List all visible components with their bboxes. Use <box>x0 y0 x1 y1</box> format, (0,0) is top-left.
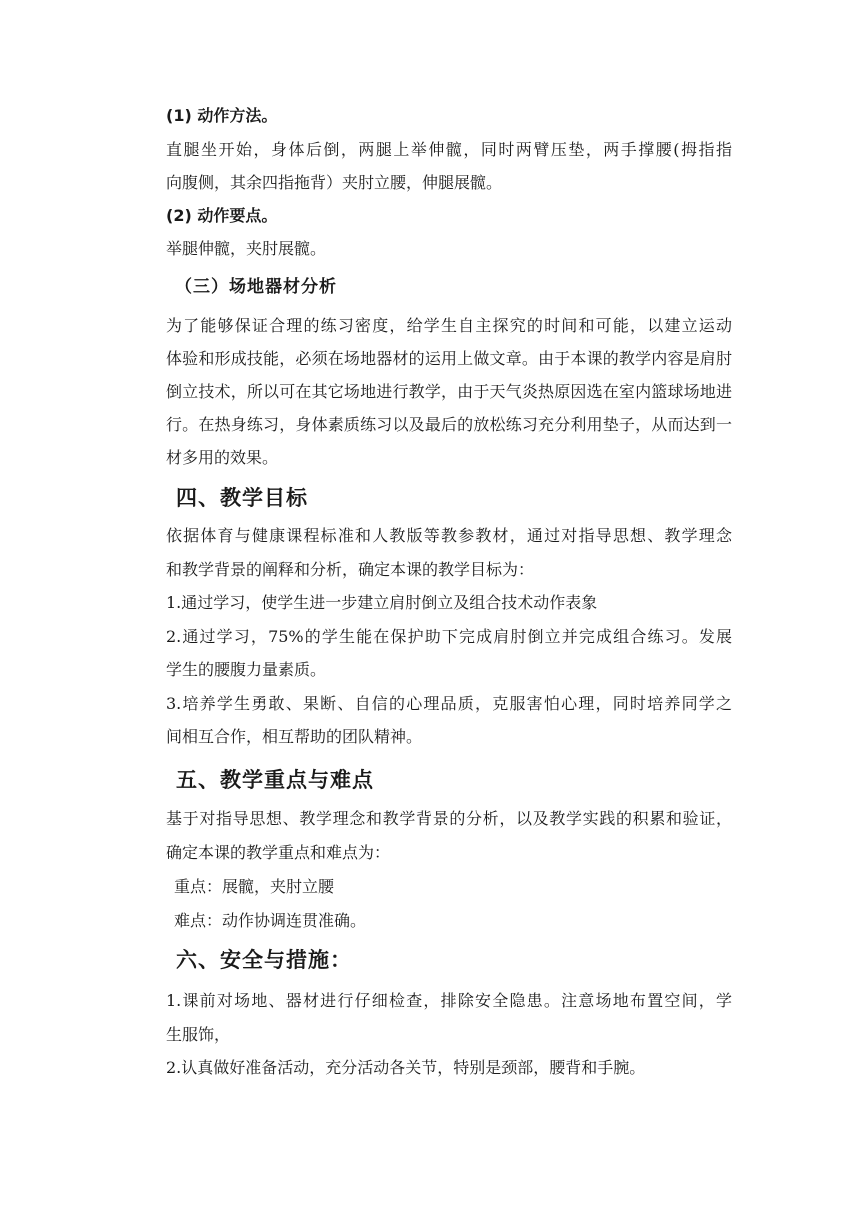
paragraph-line: 倒立技术，所以可在其它场地进行教学，由于天气炎热原因选在室内篮球场地进 <box>166 382 732 401</box>
paragraph-line: 间相互合作，相互帮助的团队精神。 <box>166 727 423 746</box>
paragraph-line: 确定本课的教学重点和难点为： <box>166 843 391 862</box>
section-heading-safety-measures: 六、安全与措施： <box>176 948 352 972</box>
goal-item: 3.培养学生勇敢、果断、自信的心理品质，克服害怕心理，同时培养同学之 <box>166 694 732 713</box>
paragraph-line: 举腿伸髋，夹肘展髋。 <box>166 239 327 258</box>
safety-item: 2.认真做好准备活动，充分活动各关节，特别是颈部，腰背和手腕。 <box>166 1058 646 1077</box>
paragraph-line: 学生的腰腹力量素质。 <box>166 660 327 679</box>
goal-item: 1.通过学习，使学生进一步建立肩肘倒立及组合技术动作表象 <box>166 593 598 612</box>
section-heading-teaching-goals: 四、教学目标 <box>176 486 308 510</box>
subheading-action-keypoints: (2) 动作要点。 <box>166 206 278 225</box>
paragraph-line: 生服饰， <box>166 1025 231 1044</box>
paragraph-line: 为了能够保证合理的练习密度，给学生自主探究的时间和可能，以建立运动 <box>166 316 732 335</box>
section-heading-venue-equipment: （三）场地器材分析 <box>175 277 337 297</box>
key-point: 重点：展髋，夹肘立腰 <box>174 877 335 896</box>
paragraph-line: 基于对指导思想、教学理念和教学背景的分析，以及教学实践的积累和验证， <box>166 809 732 828</box>
paragraph-line: 向腹侧，其余四指拖背）夹肘立腰，伸腿展髋。 <box>166 173 503 192</box>
section-heading-key-difficult-points: 五、教学重点与难点 <box>176 768 374 792</box>
paragraph-line: 依据体育与健康课程标准和人教版等教参教材，通过对指导思想、教学理念 <box>166 526 732 545</box>
paragraph-line: 和教学背景的阐释和分析，确定本课的教学目标为： <box>166 560 535 579</box>
difficult-point: 难点：动作协调连贯准确。 <box>174 911 367 930</box>
goal-item: 2.通过学习，75%的学生能在保护助下完成肩肘倒立并完成组合练习。发展 <box>166 627 732 646</box>
paragraph-line: 材多用的效果。 <box>166 448 279 467</box>
paragraph-line: 直腿坐开始，身体后倒，两腿上举伸髋，同时两臂压垫，两手撑腰(拇指指 <box>166 140 732 159</box>
paragraph-line: 体验和形成技能，必须在场地器材的运用上做文章。由于本课的教学内容是肩肘 <box>166 349 732 368</box>
safety-item: 1.课前对场地、器材进行仔细检查，排除安全隐患。注意场地布置空间，学 <box>166 991 732 1010</box>
paragraph-line: 行。在热身练习，身体素质练习以及最后的放松练习充分利用垫子，从而达到一 <box>166 415 732 434</box>
subheading-action-method: (1) 动作方法。 <box>166 106 278 125</box>
